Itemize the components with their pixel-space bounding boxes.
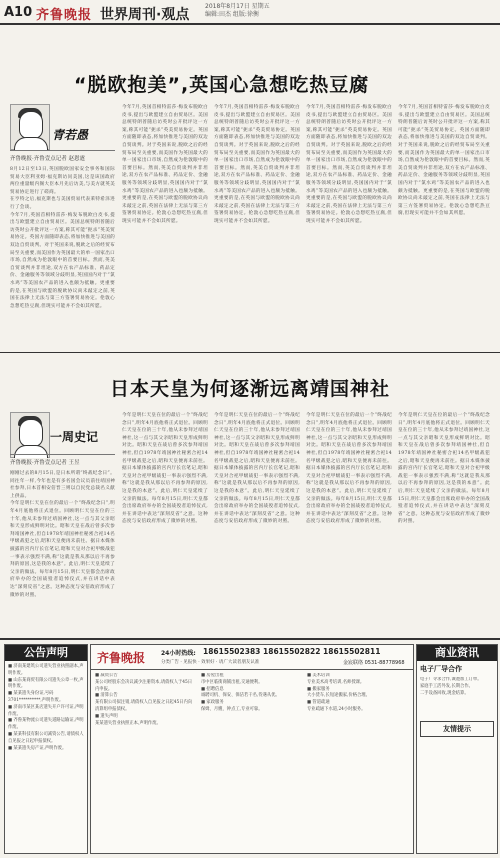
- notice-item: ■ 某某遗失房产证,声明作废。: [8, 745, 67, 751]
- body-col-2: 今年7月,英国首相特雷莎·梅发布脱欧白皮书,提出与欧盟建立自由贸易区。美国总统特朗普随后访英时公开批评这一方案,称其可能“扼杀”英美贸易协定。英国方面随即表态,将加快推进与美国的双边自贸谈判。对于英国来说,脱欧之后的经贸布局至关重要,而美国作为英国最大的单一国家出口市场,自然成为伦敦眼中的首要目标。然而,英美自贸谈判并非坦途,双方在农产品标准、药品定价、金融服务等领域分歧明显,英国国内对于“氯水鸡”等美国农产品的进入也颇为抵触。更重要的是,在英国与欧盟的脱欧协议尚未敲定之前,英国在法律上无法与第三方签署贸易协定。伦敦心急想吃热豆腐,但现实可能并不会如其所愿。: [122, 105, 208, 224]
- classified-header: [91, 645, 413, 670]
- article1-headline: “脱欧抱美”,英国心急想吃热豆腐: [74, 74, 370, 96]
- classified-item: 某某遗失营业执照正本,声明作废。: [95, 720, 161, 726]
- classified-item: 市中区临街商铺出租,交通便利。: [201, 679, 263, 685]
- classified-item: ■ 搬家服务: [307, 686, 330, 692]
- section-title: 世界周刊·观点: [100, 7, 190, 23]
- classified-item: 某公司经股东会决议减少注册资本,请债权人于45日内申报。: [95, 679, 193, 692]
- contact-line: 金宸联络 0531-88778968: [343, 660, 405, 666]
- body-col-4: 今年7月,英国首相特雷莎·梅发布脱欧白皮书,提出与欧盟建立自由贸易区。美国总统特朗普随后访英时公开批评这一方案,称其可能“扼杀”英美贸易协定。英国方面随即表态,将加快推进与美国的双边自贸谈判。对于英国来说,脱欧之后的经贸布局至关重要,而美国作为英国最大的单一国家出口市场,自然成为伦敦眼中的首要目标。然而,英美自贸谈判并非坦途,双方在农产品标准、药品定价、金融服务等领域分歧明显,英国国内对于“氯水鸡”等美国农产品的进入也颇为抵触。更重要的是,在英国与欧盟的脱欧协议尚未敲定之前,英国在法律上无法与第三方签署贸易协定。伦敦心急想吃热豆腐,但现实可能并不会如其所愿。: [306, 105, 392, 224]
- notice-item: ■ 济南市某区某店遗失开户许可证,声明作废。: [8, 704, 84, 717]
- body-col-4: 今年是明仁天皇在位的最后一个“终战纪念日”,明年4月底他将正式退位。回顾明仁天皇在位的三十年,他从未参拜过靖国神社,这一点与其父亲昭和天皇形成鲜明对比。昭和天皇在战后曾多次参拜靖国神社,但自1978年靖国神社秘密合祀14名甲级战犯之后,昭和天皇便再未前往。据日本媒体披露的宫内厅长官笔记,昭和天皇对合祀甲级战犯一事表示强烈不满,称“这就是我从那以后不再参拜的原因,这是我的本意”。此后,明仁天皇延续了父亲的做法。每年8月15日,明仁天皇都会出席政府举办的全国战殁者追悼仪式,并在讲话中表达“深刻反省”之意。这种态度与安倍政府形成了微妙的对照。: [306, 413, 392, 525]
- lead-paragraph: 刚刚过去的8月15日,是日本所谓“终战纪念日”。同往年一样,今年也是有多名国会议员前往靖国神社参拜,日本首相安倍晋三则以自民党总裁名义献上供品。 今年是明仁天皇在位的最后一个“终战纪念日”,明年4月底他将正式退位。回顾明仁天皇在位的三十年,他从未参拜过靖国神社,这一点与其父亲昭和天皇形成鲜明对比。昭和天皇在战后曾多次参拜靖国神社,但自1978年靖国神社秘密合祀14名甲级战犯之后,昭和天皇便再未前往。据日本媒体披露的宫内厅长官笔记,昭和天皇对合祀甲级战犯一事表示强烈不满,称“这就是我从那以后不再参拜的原因,这是我的本意”。此后,明仁天皇延续了父亲的做法。每年8月15日,明仁天皇都会出席政府举办的全国战殁者追悼仪式,并在讲话中表达“深刻反省”之意。这种态度与安倍政府形成了微妙的对照。: [10, 471, 115, 598]
- divider: [10, 454, 115, 455]
- classified-item: ■ 管道疏通: [307, 700, 330, 706]
- classified-col-3: [307, 673, 407, 849]
- column-name: 一周史记: [50, 430, 99, 444]
- masthead-brand: 齐鲁晚报: [36, 8, 93, 23]
- portrait-illustration-icon: [10, 412, 50, 458]
- body-col-3: 今年是明仁天皇在位的最后一个“终战纪念日”,明年4月底他将正式退位。回顾明仁天皇在位的三十年,他从未参拜过靖国神社,这一点与其父亲昭和天皇形成鲜明对比。昭和天皇在战后曾多次参拜靖国神社,但自1978年靖国神社秘密合祀14名甲级战犯之后,昭和天皇便再未前往。据日本媒体披露的宫内厅长官笔记,昭和天皇对合祀甲级战犯一事表示强烈不满,称“这就是我从那以后不再参拜的原因,这是我的本意”。此后,明仁天皇延续了父亲的做法。每年8月15日,明仁天皇都会出席政府举办的全国战殁者追悼仪式,并在讲话中表达“深刻反省”之意。这种态度与安倍政府形成了微妙的对照。: [214, 413, 300, 525]
- classified-item: ■ 招聘信息: [201, 686, 224, 692]
- section-rule: [0, 638, 500, 640]
- classified-subline: 分类广告 · 见报快 · 效果好 · 请广大读者朋友认准: [161, 660, 260, 665]
- body-col-5: 今年7月,英国首相特雷莎·梅发布脱欧白皮书,提出与欧盟建立自由贸易区。美国总统特朗普随后访英时公开批评这一方案,称其可能“扼杀”英美贸易协定。英国方面随即表态,将加快推进与美国的双边自贸谈判。对于英国来说,脱欧之后的经贸布局至关重要,而美国作为英国最大的单一国家出口市场,自然成为伦敦眼中的首要目标。然而,英美自贸谈判并非坦途,双方在农产品标准、药品定价、金融服务等领域分歧明显,英国国内对于“氯水鸡”等美国农产品的进入也颇为抵触。更重要的是,在英国与欧盟的脱欧协议尚未敲定之前,英国在法律上无法与第三方签署贸易协定。伦敦心急想吃热豆腐,但现实可能并不会如其所愿。: [398, 105, 490, 217]
- notice-item: ■ 齐鲁某物流公司遗失道路运输证,声明作废。: [8, 718, 84, 731]
- divider: [10, 150, 115, 151]
- notice-item: ■ 济南某建筑公司遗失营业执照副本,声明作废。: [8, 664, 84, 676]
- tips-box: 友情提示: [420, 721, 494, 737]
- article2-headline: 日本天皇为何逐渐远离靖国神社: [110, 378, 391, 400]
- classified-item: ■ 减资公告: [95, 673, 118, 678]
- classified-item: 某有限公司拟注销,请债权人自见报之日起45日内向清算组申报债权。: [95, 700, 193, 712]
- header-rule: [0, 23, 500, 25]
- business-title: 商业资讯: [417, 645, 497, 661]
- header-meta: 2018年8月17日 星期五 编辑:田杰 组版:徐衡: [205, 3, 270, 18]
- page-header: [0, 0, 500, 26]
- hotline-label: 24小时热线:: [161, 650, 196, 657]
- classified-item: ■ 房屋出租: [201, 673, 224, 678]
- notice-item: ■ 山东某商贸有限公司遗失公章一枚,声明作废。: [8, 677, 84, 690]
- byline: 齐鲁晚报·齐鲁壹点记者 赵恩霆: [10, 156, 85, 162]
- classified-item: ■ 遗失声明: [95, 713, 118, 719]
- classified-ads: [90, 644, 414, 854]
- classified-brand: 齐鲁晚报: [97, 651, 146, 665]
- classified-item: 专业疏通下水道,24小时服务。: [307, 706, 366, 712]
- business-info-column: [416, 644, 498, 854]
- business-item: 家庭手工活外发,长期合作。: [420, 683, 473, 689]
- column-name: 青若愚: [52, 128, 89, 142]
- classified-item: ■ 美术培训: [307, 673, 330, 678]
- business-item: 二手设备回收,现金结算。: [420, 690, 469, 696]
- notice-ad-column: [4, 644, 88, 854]
- body-col-5: 今年是明仁天皇在位的最后一个“终战纪念日”,明年4月底他将正式退位。回顾明仁天皇在位的三十年,他从未参拜过靖国神社,这一点与其父亲昭和天皇形成鲜明对比。昭和天皇在战后曾多次参拜靖国神社,但自1978年靖国神社秘密合祀14名甲级战犯之后,昭和天皇便再未前往。据日本媒体披露的宫内厅长官笔记,昭和天皇对合祀甲级战犯一事表示强烈不满,称“这就是我从那以后不再参拜的原因,这是我的本意”。此后,明仁天皇延续了父亲的做法。每年8月15日,明仁天皇都会出席政府举办的全国战殁者追悼仪式,并在讲话中表达“深刻反省”之意。这种态度与安倍政府形成了微妙的对照。: [398, 413, 490, 525]
- notice-title: 公告声明: [5, 645, 87, 661]
- page-number: A10: [4, 5, 33, 20]
- portrait-illustration-icon: [10, 104, 50, 150]
- classified-item: ■ 清算公告: [95, 693, 118, 699]
- business-subtitle: 电子厂导合作: [420, 665, 462, 673]
- classified-col-1: [95, 673, 193, 849]
- body-col-2: 今年是明仁天皇在位的最后一个“终战纪念日”,明年4月底他将正式退位。回顾明仁天皇在位的三十年,他从未参拜过靖国神社,这一点与其父亲昭和天皇形成鲜明对比。昭和天皇在战后曾多次参拜靖国神社,但自1978年靖国神社秘密合祀14名甲级战犯之后,昭和天皇便再未前往。据日本媒体披露的宫内厅长官笔记,昭和天皇对合祀甲级战犯一事表示强烈不满,称“这就是我从那以后不再参拜的原因,这是我的本意”。此后,明仁天皇延续了父亲的做法。每年8月15日,明仁天皇都会出席政府举办的全国战殁者追悼仪式,并在讲话中表达“深刻反省”之意。这种态度与安倍政府形成了微妙的对照。: [122, 413, 208, 525]
- business-item: 电子厂寻求合作,诚邀加工订单。: [420, 677, 482, 682]
- classified-item: 诚聘司机、保安、保洁若干名,待遇从优。: [201, 693, 280, 699]
- hotline-numbers: 18615502383 18615502822 18615502811: [203, 647, 381, 656]
- classified-item: 专业美术高考培训,名师授课。: [307, 679, 365, 685]
- lead-paragraph: 8月12日至13日,英国脱欧国家安全事务和国际贸易大臣利亚姆·福克斯访问美国,这是该国政府两位重量级内阁大臣本月先后访美,与美方就英美贸易协定进行了磋商。 在亨特之后,福克斯也与美国贸易代表莱特希泽进行了会谈。 今年7月,英国首相特雷莎·梅发布脱欧白皮书,提出与欧盟建立自由贸易区。美国总统特朗普随后访英时公开批评这一方案,称其可能“扼杀”英美贸易协定。英国方面随即表态,将加快推进与美国的双边自贸谈判。对于英国来说,脱欧之后的经贸布局至关重要,而美国作为英国最大的单一国家出口市场,自然成为伦敦眼中的首要目标。然而,英美自贸谈判并非坦途,双方在农产品标准、药品定价、金融服务等领域分歧明显,英国国内对于“氯水鸡”等美国农产品的进入也颇为抵触。更重要的是,在英国与欧盟的脱欧协议尚未敲定之前,英国在法律上无法与第三方签署贸易协定。伦敦心急想吃热豆腐,但现实可能并不会如其所愿。: [10, 167, 115, 309]
- byline: 齐鲁晚报·齐鲁壹点记者 王昱: [10, 460, 80, 466]
- section-rule: [0, 352, 500, 353]
- classified-item: 大小货车,长短途搬家,价格合理。: [307, 693, 370, 699]
- notice-item: ■ 某某科技有限公司减资公告,请债权人自见报之日起申报债权。: [8, 731, 84, 744]
- classified-item: ■ 家政服务: [201, 700, 224, 706]
- body-col-3: 今年7月,英国首相特雷莎·梅发布脱欧白皮书,提出与欧盟建立自由贸易区。美国总统特朗普随后访英时公开批评这一方案,称其可能“扼杀”英美贸易协定。英国方面随即表态,将加快推进与美国的双边自贸谈判。对于英国来说,脱欧之后的经贸布局至关重要,而美国作为英国最大的单一国家出口市场,自然成为伦敦眼中的首要目标。然而,英美自贸谈判并非坦途,双方在农产品标准、药品定价、金融服务等领域分歧明显,英国国内对于“氯水鸡”等美国农产品的进入也颇为抵触。更重要的是,在英国与欧盟的脱欧协议尚未敲定之前,英国在法律上无法与第三方签署贸易协定。伦敦心急想吃热豆腐,但现实可能并不会如其所愿。: [214, 105, 300, 224]
- classified-col-2: [201, 673, 299, 849]
- notice-item: ■ 某某遗失身份证,号码3701**********,声明作废。: [8, 691, 64, 703]
- notice-list: [5, 661, 87, 755]
- classified-item: 保姆、月嫂、钟点工,专业可靠。: [201, 706, 263, 712]
- business-list: [417, 677, 497, 717]
